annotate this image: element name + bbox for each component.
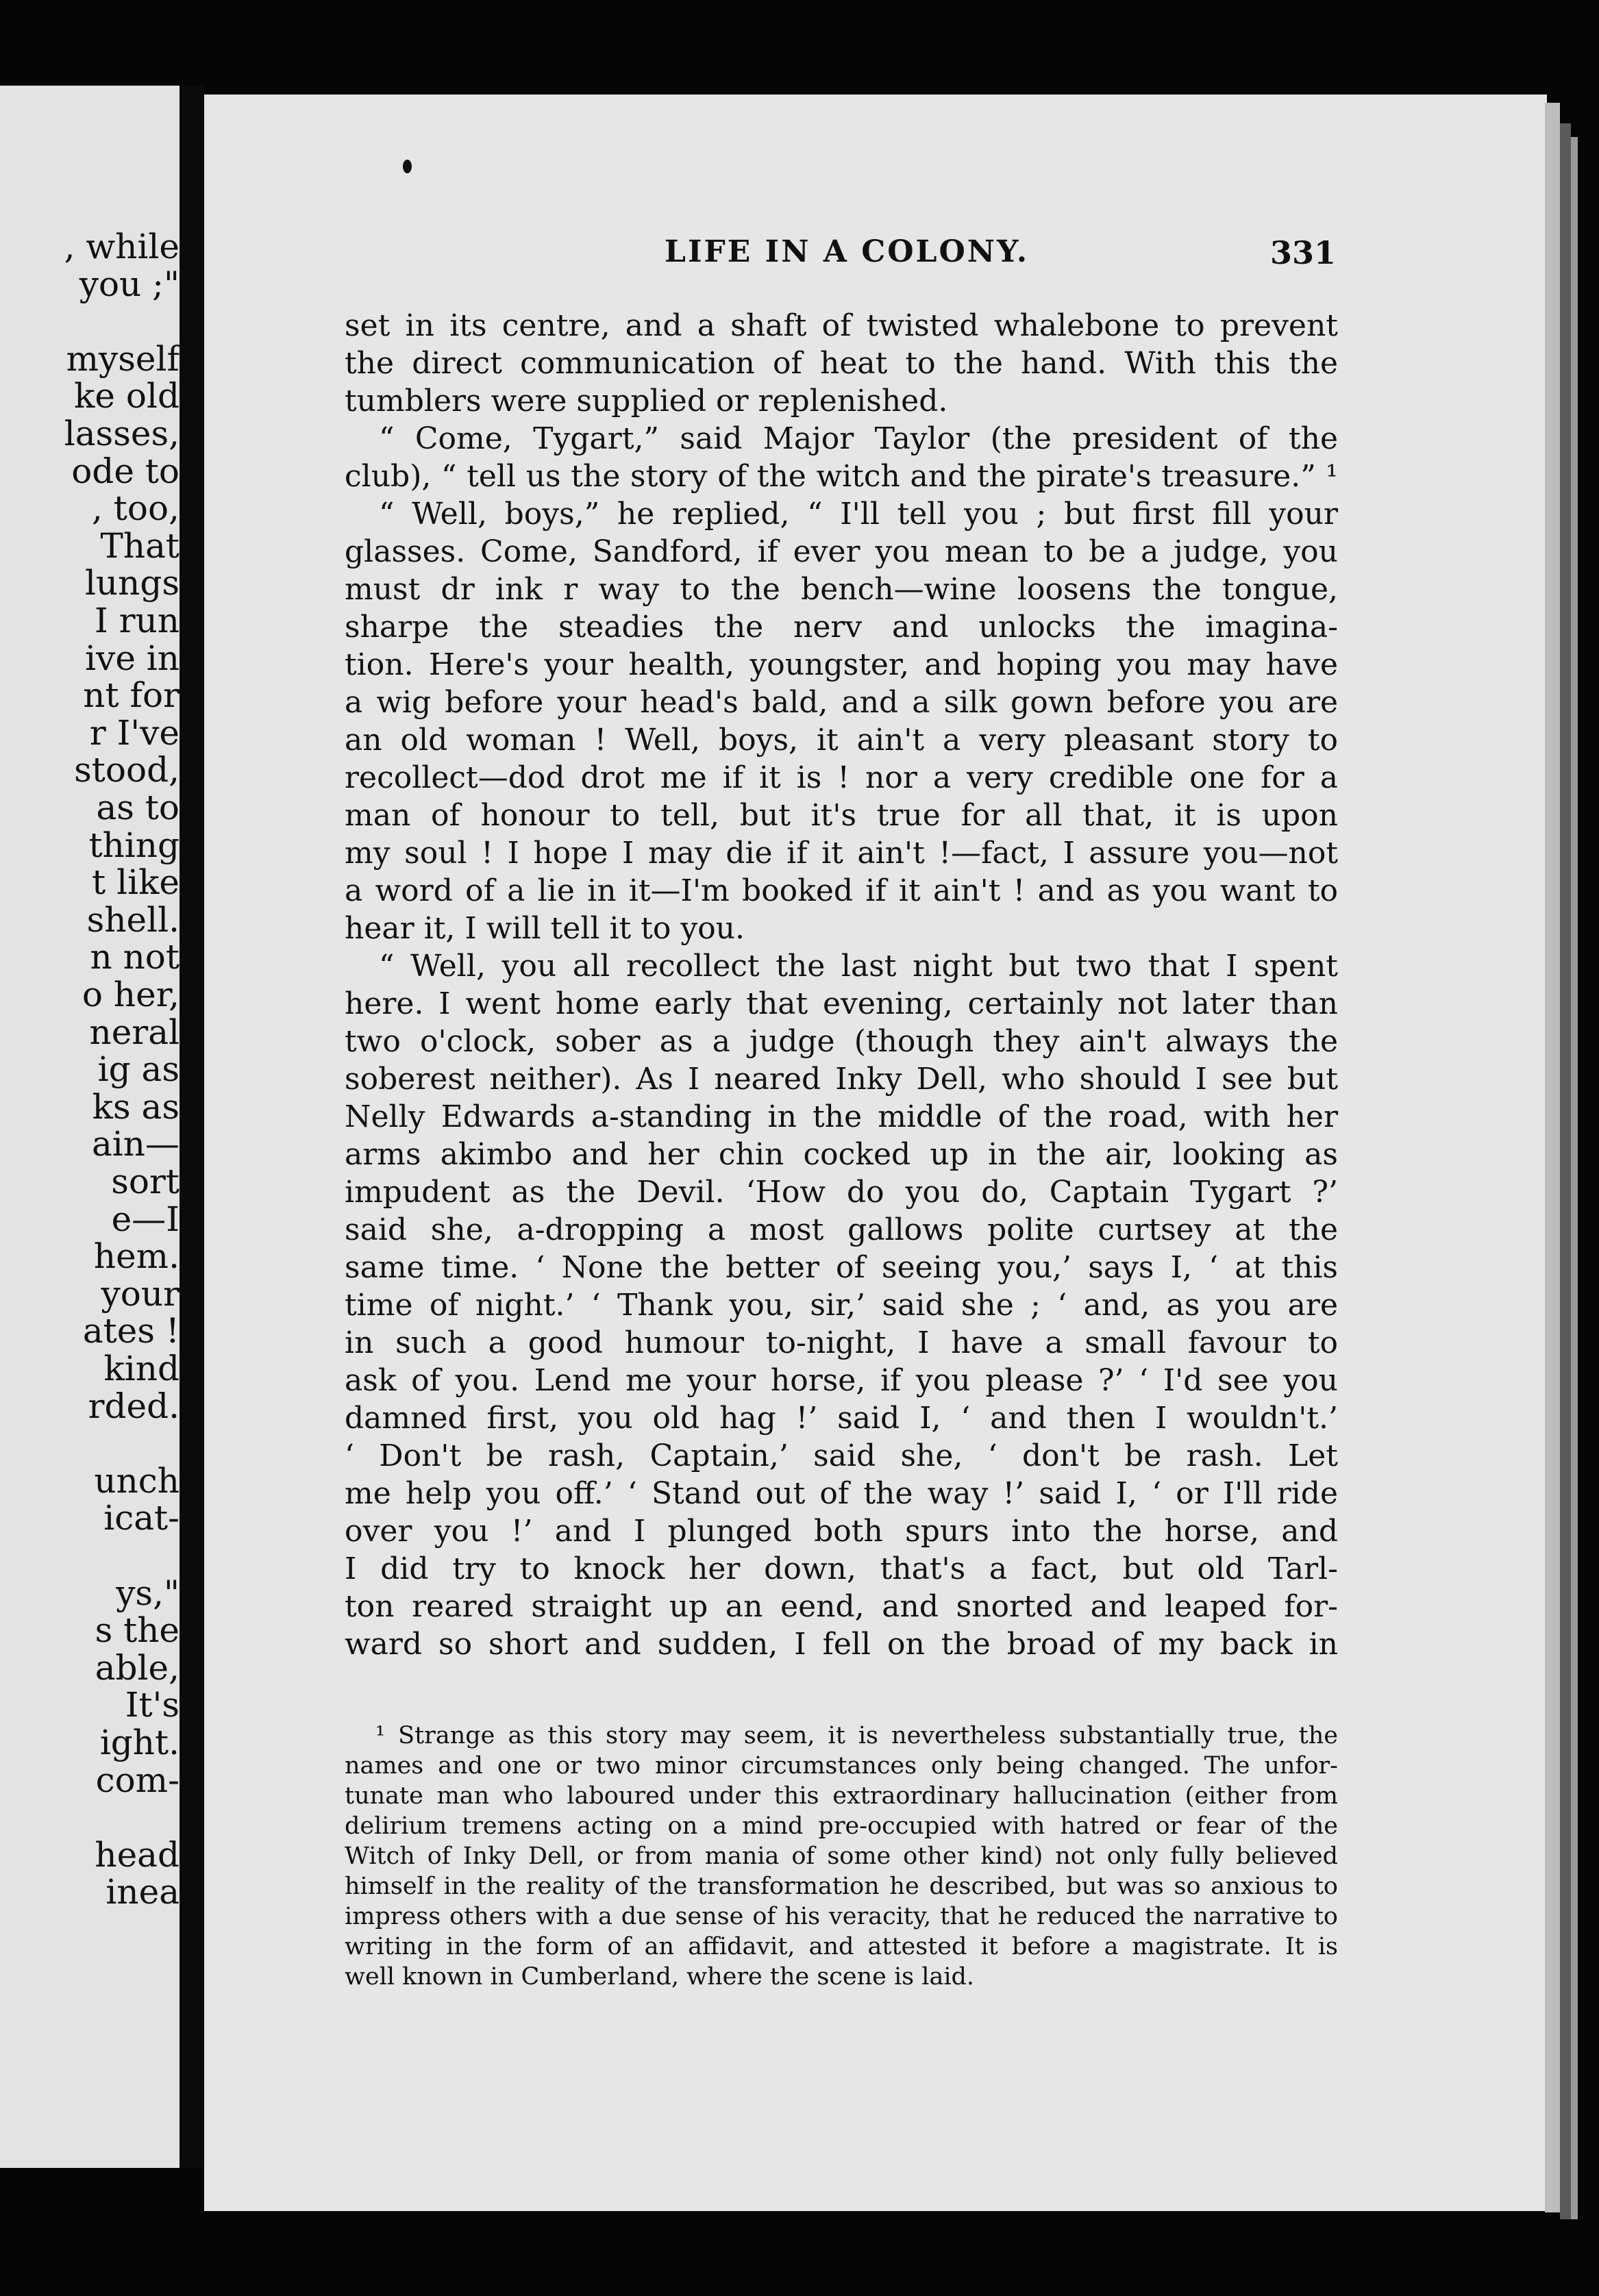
left-page-line: myself xyxy=(66,338,179,379)
text-line: recollect—dod drot me if it is ! nor a very credible one for a xyxy=(345,760,1338,795)
left-page-line: lungs xyxy=(84,563,179,603)
text-line: in such a good humour to-night, I have a small favour to xyxy=(345,1325,1338,1360)
footnote-line: Witch of Inky Dell, or from mania of some other kind) not only fully believed xyxy=(345,1843,1338,1870)
left-page-line: ig as xyxy=(97,1049,179,1090)
text-line: club), “ tell us the story of the witch and the pirate's treasure.” ¹ xyxy=(345,459,1338,494)
left-page-line: t like xyxy=(92,862,179,903)
left-page-line: lasses, xyxy=(64,414,179,453)
text-line: impudent as the Devil. ‘How do you do, Captain Tygart ?’ xyxy=(345,1175,1338,1210)
text-line: “ Well, boys,” he replied, “ I'll tell you ; but first fill your xyxy=(379,497,1338,532)
left-page-line: That xyxy=(100,525,179,566)
left-page-line: n not xyxy=(90,937,179,977)
text-line: I did try to knock her down, that's a fact, but old Tarl- xyxy=(345,1551,1338,1586)
text-line: ton reared straight up an eend, and snorted and leaped for- xyxy=(345,1589,1338,1624)
text-line: two o'clock, sober as a judge (though they ain't always the xyxy=(345,1024,1338,1059)
running-head: LIFE IN A COLONY. xyxy=(665,234,1030,269)
footnote-line: tunate man who laboured under this extraordinary hallucination (either from xyxy=(345,1782,1338,1810)
left-page-line: ode to xyxy=(71,451,179,491)
text-line: man of honour to tell, but it's true for all that, it is upon xyxy=(345,798,1338,833)
text-line: “ Well, you all recollect the last night but two that I spent xyxy=(379,949,1338,984)
left-page-line: your xyxy=(101,1273,179,1314)
text-line: must dr ink r way to the bench—wine loosens the tongue, xyxy=(345,572,1338,607)
text-line: sharpe the steadies the nerv and unlocks the imagina- xyxy=(345,610,1338,645)
text-line: a wig before your head's bald, and a silk gown before you are xyxy=(345,685,1338,720)
left-page-line: , too, xyxy=(92,488,179,529)
footnote-line: himself in the reality of the transformation he described, but was so anxious to xyxy=(345,1873,1338,1900)
left-page-line: ive in xyxy=(85,638,179,678)
text-line: Nelly Edwards a-standing in the middle of the road, with her xyxy=(345,1099,1338,1134)
left-page-line: o her, xyxy=(82,975,179,1014)
left-page-line: stood, xyxy=(74,750,179,790)
footnote-line: names and one or two minor circumstances only being changed. The unfor- xyxy=(345,1752,1338,1780)
page-number: 331 xyxy=(1269,234,1336,271)
left-page-line: It's xyxy=(125,1685,179,1725)
left-page-line: , while xyxy=(64,227,179,266)
text-line: set in its centre, and a shaft of twisted whalebone to prevent xyxy=(345,308,1338,343)
left-page-line: neral xyxy=(89,1012,179,1052)
text-line: ask of you. Lend me your horse, if you please ?’ ‘ I'd see you xyxy=(345,1363,1338,1398)
text-line: over you !’ and I plunged both spurs into the horse, and xyxy=(345,1514,1338,1549)
text-line: me help you off.’ ‘ Stand out of the way !’ said I, ‘ or I'll ride xyxy=(345,1476,1338,1511)
footnote-line: delirium tremens acting on a mind pre-occupied with hatred or fear of the xyxy=(345,1812,1338,1840)
left-page-line: ks as xyxy=(92,1086,179,1127)
ink-speck xyxy=(403,160,412,173)
left-page-line: e—I xyxy=(111,1199,179,1239)
footnote xyxy=(345,1721,1338,1992)
text-line: “ Come, Tygart,” said Major Taylor (the president of the xyxy=(379,421,1338,456)
left-page-line: sort xyxy=(111,1162,179,1201)
footnote-line: writing in the form of an affidavit, and attested it before a magistrate. It is xyxy=(345,1933,1338,1960)
page-edge xyxy=(1545,103,1560,2212)
left-page-line: ys," xyxy=(116,1573,179,1613)
left-facing-page xyxy=(0,86,179,2168)
left-page-line: shell. xyxy=(86,899,179,940)
left-page-line: r I've xyxy=(89,712,179,753)
book-gutter xyxy=(179,86,204,2168)
text-line: ‘ Don't be rash, Captain,’ said she, ‘ don't be rash. Let xyxy=(345,1438,1338,1473)
left-page-line: ates ! xyxy=(82,1311,179,1351)
left-page-line: kind xyxy=(103,1349,179,1388)
text-line: time of night.’ ‘ Thank you, sir,’ said she ; ‘ and, as you are xyxy=(345,1288,1338,1323)
left-page-line: head xyxy=(95,1834,179,1875)
text-line: soberest neither). As I neared Inky Dell, who should I see but xyxy=(345,1062,1338,1097)
text-line: tumblers were supplied or replenished. xyxy=(345,384,948,419)
text-line: glasses. Come, Sandford, if ever you mean to be a judge, you xyxy=(345,534,1338,569)
text-line: said she, a-dropping a most gallows polite curtsey at the xyxy=(345,1212,1338,1247)
text-line: same time. ‘ None the better of seeing you,’ says I, ‘ at this xyxy=(345,1250,1338,1285)
text-line: an old woman ! Well, boys, it ain't a very pleasant story to xyxy=(345,723,1338,758)
left-page-line: ain— xyxy=(91,1124,179,1164)
left-page-line: nt for xyxy=(83,675,179,716)
left-page-line: unch xyxy=(94,1460,179,1501)
left-page-line: inea xyxy=(106,1872,179,1912)
left-page-line: ight. xyxy=(99,1723,179,1762)
footnote-line: impress others with a due sense of his veracity, that he reduced the narrative to xyxy=(345,1903,1338,1930)
left-page-line: com- xyxy=(95,1760,179,1800)
page-edge-outer xyxy=(1571,137,1578,2219)
page-header xyxy=(665,234,1336,275)
text-line: damned first, you old hag !’ said I, ‘ and then I wouldn't.’ xyxy=(345,1401,1338,1436)
text-line: arms akimbo and her chin cocked up in the air, looking as xyxy=(345,1137,1338,1172)
text-line: hear it, I will tell it to you. xyxy=(345,911,745,946)
left-page-line: icat- xyxy=(103,1498,179,1538)
body-text xyxy=(345,307,1338,1663)
left-page-line: thing xyxy=(88,825,179,865)
left-page-line: as to xyxy=(96,788,179,827)
left-page-line: ke old xyxy=(74,376,179,416)
left-page-line: rded. xyxy=(88,1386,179,1426)
left-page-line: you ;" xyxy=(79,264,179,304)
text-line: here. I went home early that evening, certainly not later than xyxy=(345,986,1338,1021)
footnote-line: well known in Cumberland, where the scene is laid. xyxy=(345,1963,975,1991)
left-page-line: able, xyxy=(95,1647,179,1688)
text-line: tion. Here's your health, youngster, and hoping you may have xyxy=(345,647,1338,682)
page-edge-shadow xyxy=(1560,123,1571,2219)
text-line: ward so short and sudden, I fell on the broad of my back in xyxy=(345,1627,1338,1662)
left-page-line: I run xyxy=(95,601,179,640)
text-line: the direct communication of heat to the hand. With this the xyxy=(345,346,1338,381)
text-line: a word of a lie in it—I'm booked if it ain't ! and as you want to xyxy=(345,873,1338,908)
text-line: my soul ! I hope I may die if it ain't !—fact, I assure you—not xyxy=(345,836,1338,871)
left-page-line: s the xyxy=(95,1610,179,1651)
left-page-line: hem. xyxy=(93,1236,179,1277)
footnote-line: ¹ Strange as this story may seem, it is nevertheless substantially true, the xyxy=(375,1722,1338,1749)
